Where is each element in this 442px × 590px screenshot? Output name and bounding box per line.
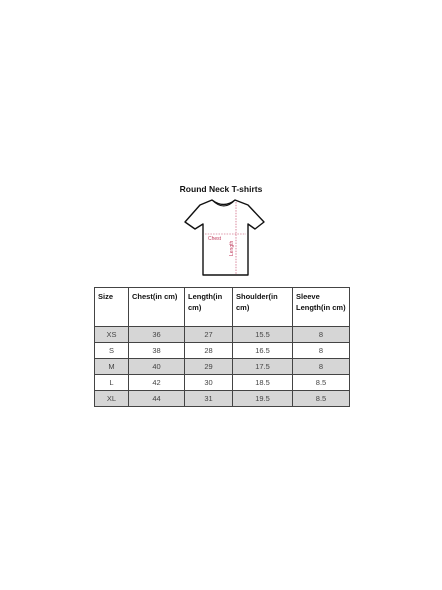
cell-length: 31 [185, 391, 233, 407]
cell-shoulder: 18.5 [233, 375, 293, 391]
cell-chest: 44 [129, 391, 185, 407]
table-row [95, 375, 350, 391]
cell-shoulder: 19.5 [233, 391, 293, 407]
chest-label: Chest [208, 236, 222, 242]
cell-length: 29 [185, 359, 233, 375]
length-label: Length [229, 240, 235, 256]
header-shoulder: Shoulder(in cm) [233, 288, 293, 327]
header-sleeve-length: Sleeve Length(in cm) [293, 288, 350, 327]
table-row [95, 343, 350, 359]
cell-shoulder: 16.5 [233, 343, 293, 359]
cell-chest: 38 [129, 343, 185, 359]
cell-sleeve-length: 8.5 [293, 391, 350, 407]
page-title: Round Neck T-shirts [179, 184, 263, 194]
cell-sleeve-length: 8.5 [293, 375, 350, 391]
cell-chest: 40 [129, 359, 185, 375]
cell-sleeve-length: 8 [293, 343, 350, 359]
cell-size: M [95, 359, 129, 375]
table-row [95, 391, 350, 407]
header-length: Length(in cm) [185, 288, 233, 327]
header-chest: Chest(in cm) [129, 288, 185, 327]
cell-shoulder: 17.5 [233, 359, 293, 375]
cell-chest: 36 [129, 327, 185, 343]
header-size: Size [95, 288, 129, 327]
cell-length: 28 [185, 343, 233, 359]
cell-chest: 42 [129, 375, 185, 391]
cell-size: XS [95, 327, 129, 343]
tshirt-diagram [182, 196, 266, 280]
cell-size: S [95, 343, 129, 359]
cell-length: 30 [185, 375, 233, 391]
cell-size: L [95, 375, 129, 391]
table-header-row [95, 288, 350, 327]
cell-shoulder: 15.5 [233, 327, 293, 343]
cell-size: XL [95, 391, 129, 407]
table-row [95, 327, 350, 343]
cell-sleeve-length: 8 [293, 359, 350, 375]
cell-sleeve-length: 8 [293, 327, 350, 343]
size-chart-table [94, 287, 350, 407]
cell-length: 27 [185, 327, 233, 343]
table-row [95, 359, 350, 375]
tshirt-outline [185, 200, 264, 275]
